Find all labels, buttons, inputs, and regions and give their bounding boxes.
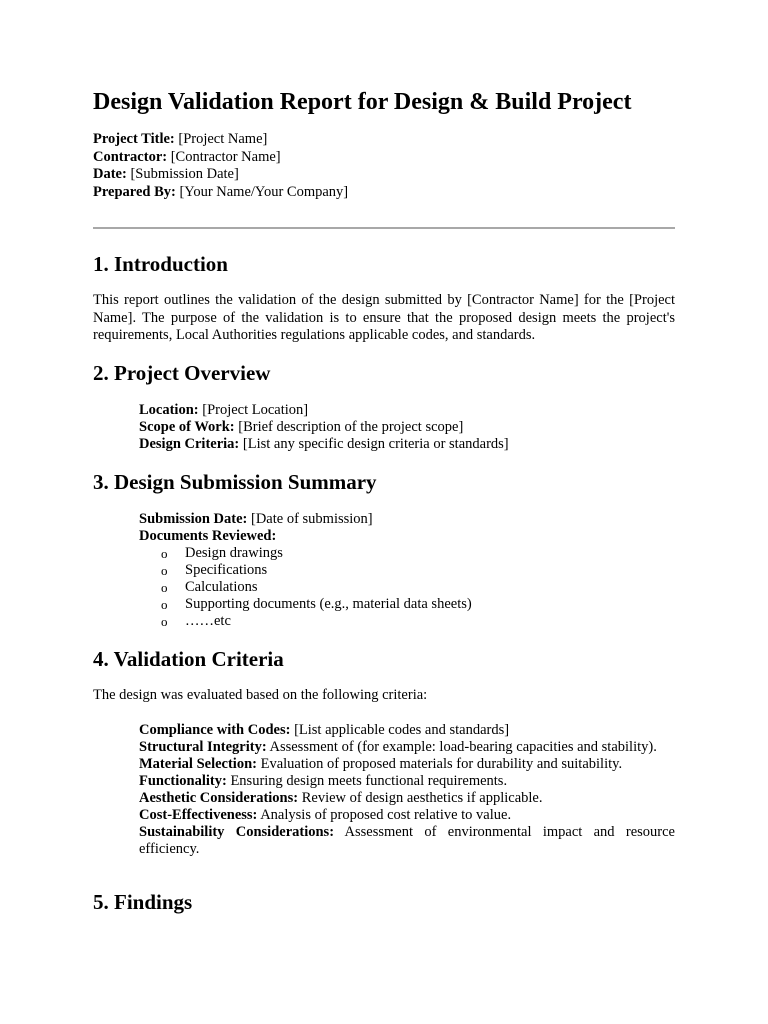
overview-design-criteria: Design Criteria: [List any specific design criteria or standards] <box>139 436 509 452</box>
criteria-item-aesthetic: Aesthetic Considerations: Review of design aesthetics if applicable. <box>139 790 543 806</box>
criteria-item-sustainability: Sustainability Considerations: Assessment of environmental impact and resource efficiency. <box>139 824 675 857</box>
meta-date: Date: [Submission Date] <box>93 166 239 182</box>
list-item: o ……etc <box>161 613 231 629</box>
criteria-intro: The design was evaluated based on the following criteria: <box>93 687 428 703</box>
introduction-paragraph: This report outlines the validation of the design submitted by [Contractor Name] for the [Project Name]. The purpose of the validation is to ensure that the proposed design meets the project's requirements, Local Authorities regulations applicable codes, and standards. <box>93 292 675 343</box>
list-item: o Supporting documents (e.g., material data sheets) <box>161 596 472 612</box>
criteria-item-structural-integrity: Structural Integrity: Assessment of (for example: load-bearing capacities and stability). <box>139 739 657 755</box>
bullet-icon: o <box>161 546 168 561</box>
project-meta <box>93 131 348 201</box>
criteria-list <box>139 722 675 858</box>
bullet-icon: o <box>161 597 168 612</box>
document-title: Design Validation Report for Design & Build Project <box>93 89 632 115</box>
bullet-icon: o <box>161 580 168 595</box>
bullet-icon: o <box>161 614 168 629</box>
submission-date: Submission Date: [Date of submission] <box>139 511 373 527</box>
list-item: o Design drawings <box>161 545 283 561</box>
list-item: o Calculations <box>161 579 258 595</box>
documents-reviewed-label: Documents Reviewed: <box>139 528 277 544</box>
meta-contractor: Contractor: [Contractor Name] <box>93 148 281 165</box>
documents-reviewed-list <box>139 545 675 630</box>
meta-project-title: Project Title: [Project Name] <box>93 131 268 147</box>
project-overview-details <box>139 402 675 453</box>
section-heading-findings: 5. Findings <box>93 890 193 914</box>
criteria-item-cost-effectiveness: Cost-Effectiveness: Analysis of proposed cost relative to value. <box>139 807 512 823</box>
criteria-item-functionality: Functionality: Ensuring design meets functional requirements. <box>139 773 508 789</box>
submission-details <box>139 511 675 630</box>
meta-prepared-by: Prepared By: [Your Name/Your Company] <box>93 183 349 200</box>
section-heading-design-submission-summary: 3. Design Submission Summary <box>93 470 377 494</box>
overview-scope-of-work: Scope of Work: [Brief description of the project scope] <box>139 419 464 435</box>
criteria-item-compliance: Compliance with Codes: [List applicable codes and standards] <box>139 722 510 738</box>
criteria-item-material-selection: Material Selection: Evaluation of proposed materials for durability and suitability. <box>139 756 623 772</box>
overview-location: Location: [Project Location] <box>139 402 309 418</box>
section-heading-validation-criteria: 4. Validation Criteria <box>93 647 284 671</box>
horizontal-divider <box>93 227 675 229</box>
list-item: o Specifications <box>161 562 268 578</box>
section-heading-project-overview: 2. Project Overview <box>93 361 271 385</box>
bullet-icon: o <box>161 563 168 578</box>
section-heading-introduction: 1. Introduction <box>93 252 228 276</box>
